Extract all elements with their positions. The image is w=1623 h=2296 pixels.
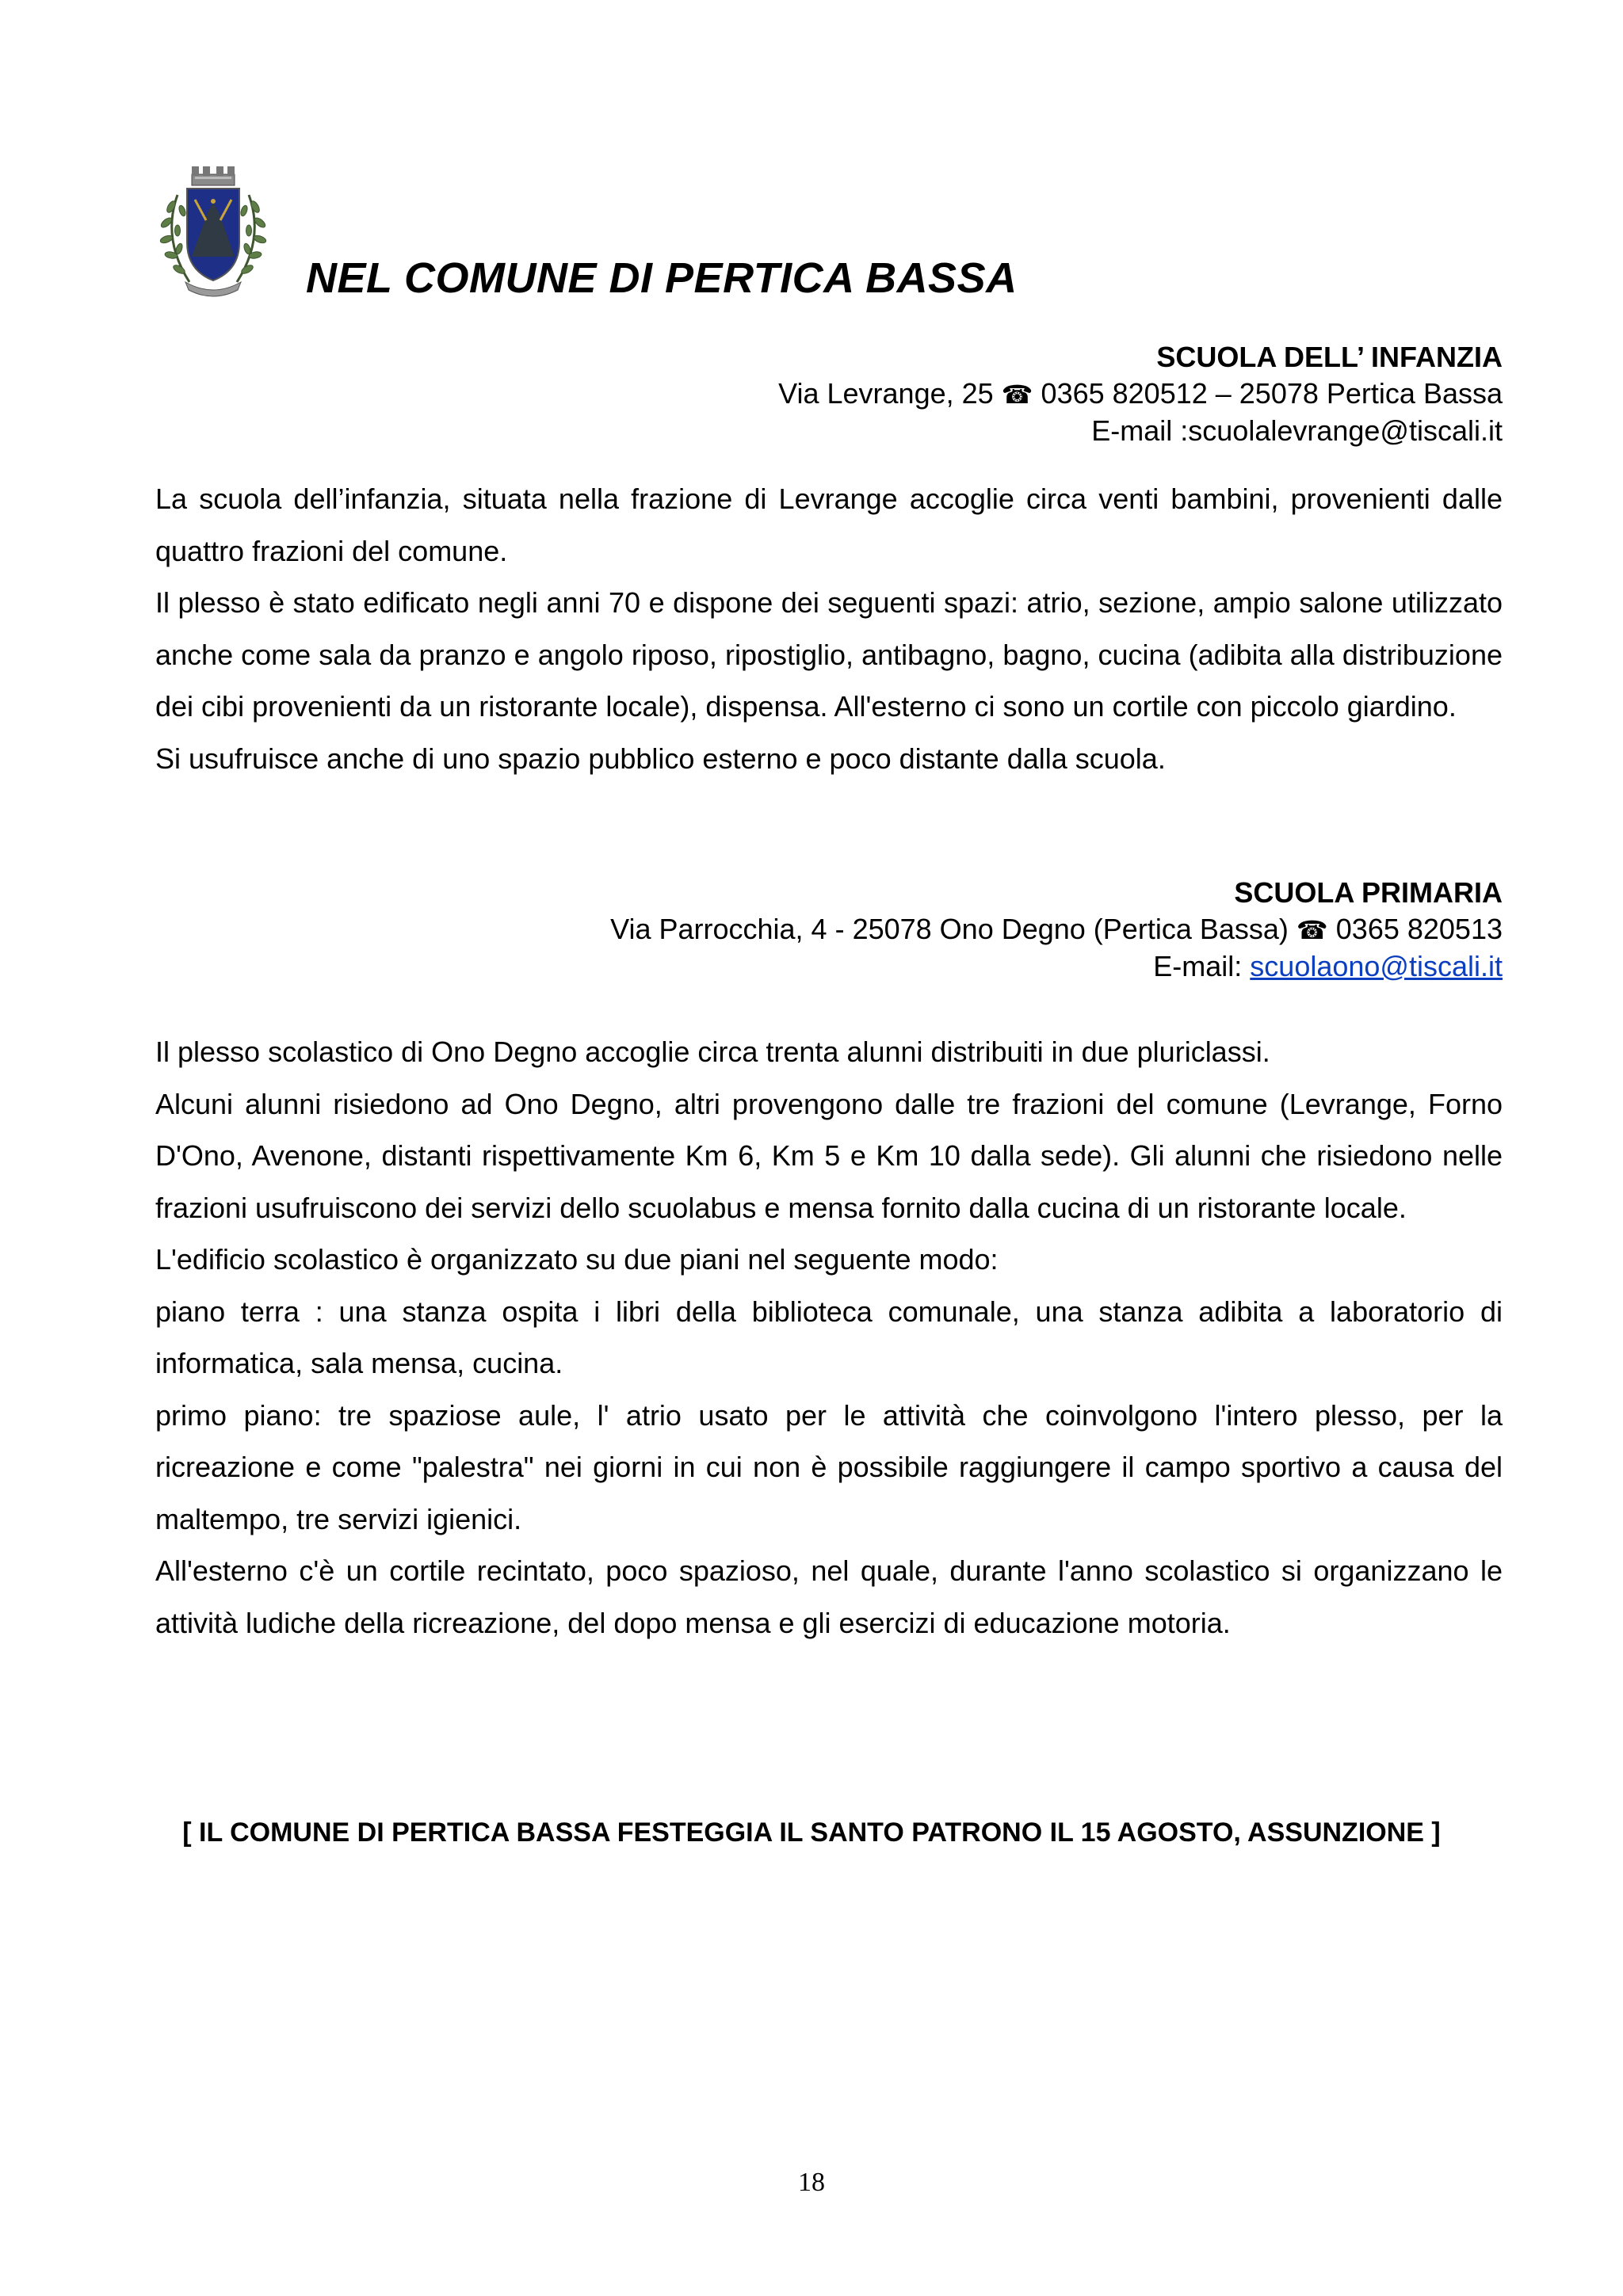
coat-of-arms-logo (154, 163, 273, 306)
infanzia-description (155, 473, 1503, 784)
page-number: 18 (798, 2168, 825, 2197)
patron-saint-note: [ IL COMUNE DI PERTICA BASSA FESTEGGIA IL SANTO PATRONO IL 15 AGOSTO, ASSUNZIONE ] (182, 1817, 1441, 1848)
primaria-heading: SCUOLA PRIMARIA (1234, 876, 1503, 909)
primaria-address: Via Parrocchia, 4 - 25078 Ono Degno (Pertica Bassa) (610, 913, 1289, 945)
phone-icon: ☎ (1296, 915, 1328, 945)
ribbon-icon (185, 282, 241, 296)
primaria-description (155, 1026, 1503, 1649)
paragraph: Alcuni alunni risiedono ad Ono Degno, altri provengono dalle tre frazioni del comune (Levrange, Forno D'Ono, Avenone, distanti rispettivamente Km 6, Km 5 e Km 10 dalla sede). Gli alunni che risiedono nelle frazioni usufruiscono dei servizi dello scuolabus e mensa fornito dalla cucina di un ristorante locale. (155, 1087, 1503, 1224)
crown-icon (192, 166, 235, 185)
page-title: NEL COMUNE DI PERTICA BASSA (306, 254, 1018, 302)
paragraph: Si usufruisce anche di uno spazio pubblico esterno e poco distante dalla scuola. (155, 742, 1166, 775)
paragraph: piano terra : una stanza ospita i libri della biblioteca comunale, una stanza adibita a laboratorio di informatica, sala mensa, cucina. (155, 1295, 1503, 1379)
phone-icon: ☎ (1001, 379, 1033, 410)
primaria-email-line (610, 948, 1503, 985)
infanzia-address-line (778, 376, 1503, 413)
paragraph: L'edificio scolastico è organizzato su due piani nel seguente modo: (155, 1243, 999, 1276)
primaria-email-label: E-mail: (1153, 950, 1243, 982)
primaria-address-block (610, 875, 1503, 985)
infanzia-email: E-mail :scuolalevrange@tiscali.it (1091, 414, 1503, 447)
primaria-email-link[interactable]: scuolaono@tiscali.it (1250, 950, 1503, 982)
infanzia-address-block (778, 339, 1503, 449)
paragraph: primo piano: tre spaziose aule, l' atrio usato per le attività che coinvolgono l'intero plesso, per la ricreazione e come "palestra" nei giorni in cui non è possibile raggiungere il campo sportivo a causa del maltempo, tre servizi igienici. (155, 1398, 1503, 1535)
paragraph: Il plesso è stato edificato negli anni 70 e dispone dei seguenti spazi: atrio, sezione, ampio salone utilizzato anche come sala da pranzo e angolo riposo, ripostiglio, antibagno, bagno, cucina (adibita alla distribuzione dei cibi provenienti da un ristorante locale), dispensa. All'esterno ci sono un cortile con piccolo giardino. (155, 586, 1503, 723)
paragraph: La scuola dell’infanzia, situata nella frazione di Levrange accoglie circa venti bambini, provenienti dalle quattro frazioni del comune. (155, 482, 1503, 567)
primaria-address-line (610, 911, 1503, 948)
shield-icon (187, 189, 239, 280)
infanzia-heading: SCUOLA DELL’ INFANZIA (1156, 341, 1503, 373)
paragraph: All'esterno c'è un cortile recintato, poco spazioso, nel quale, durante l'anno scolastico si organizzano le attività ludiche della ricreazione, del dopo mensa e gli esercizi di educazione motoria. (155, 1554, 1503, 1639)
primaria-phone: 0365 820513 (1335, 913, 1503, 945)
infanzia-phone: 0365 820512 – 25078 Pertica Bassa (1041, 377, 1503, 410)
paragraph: Il plesso scolastico di Ono Degno accoglie circa trenta alunni distribuiti in due pluriclassi. (155, 1035, 1270, 1068)
infanzia-address: Via Levrange, 25 (778, 377, 994, 410)
